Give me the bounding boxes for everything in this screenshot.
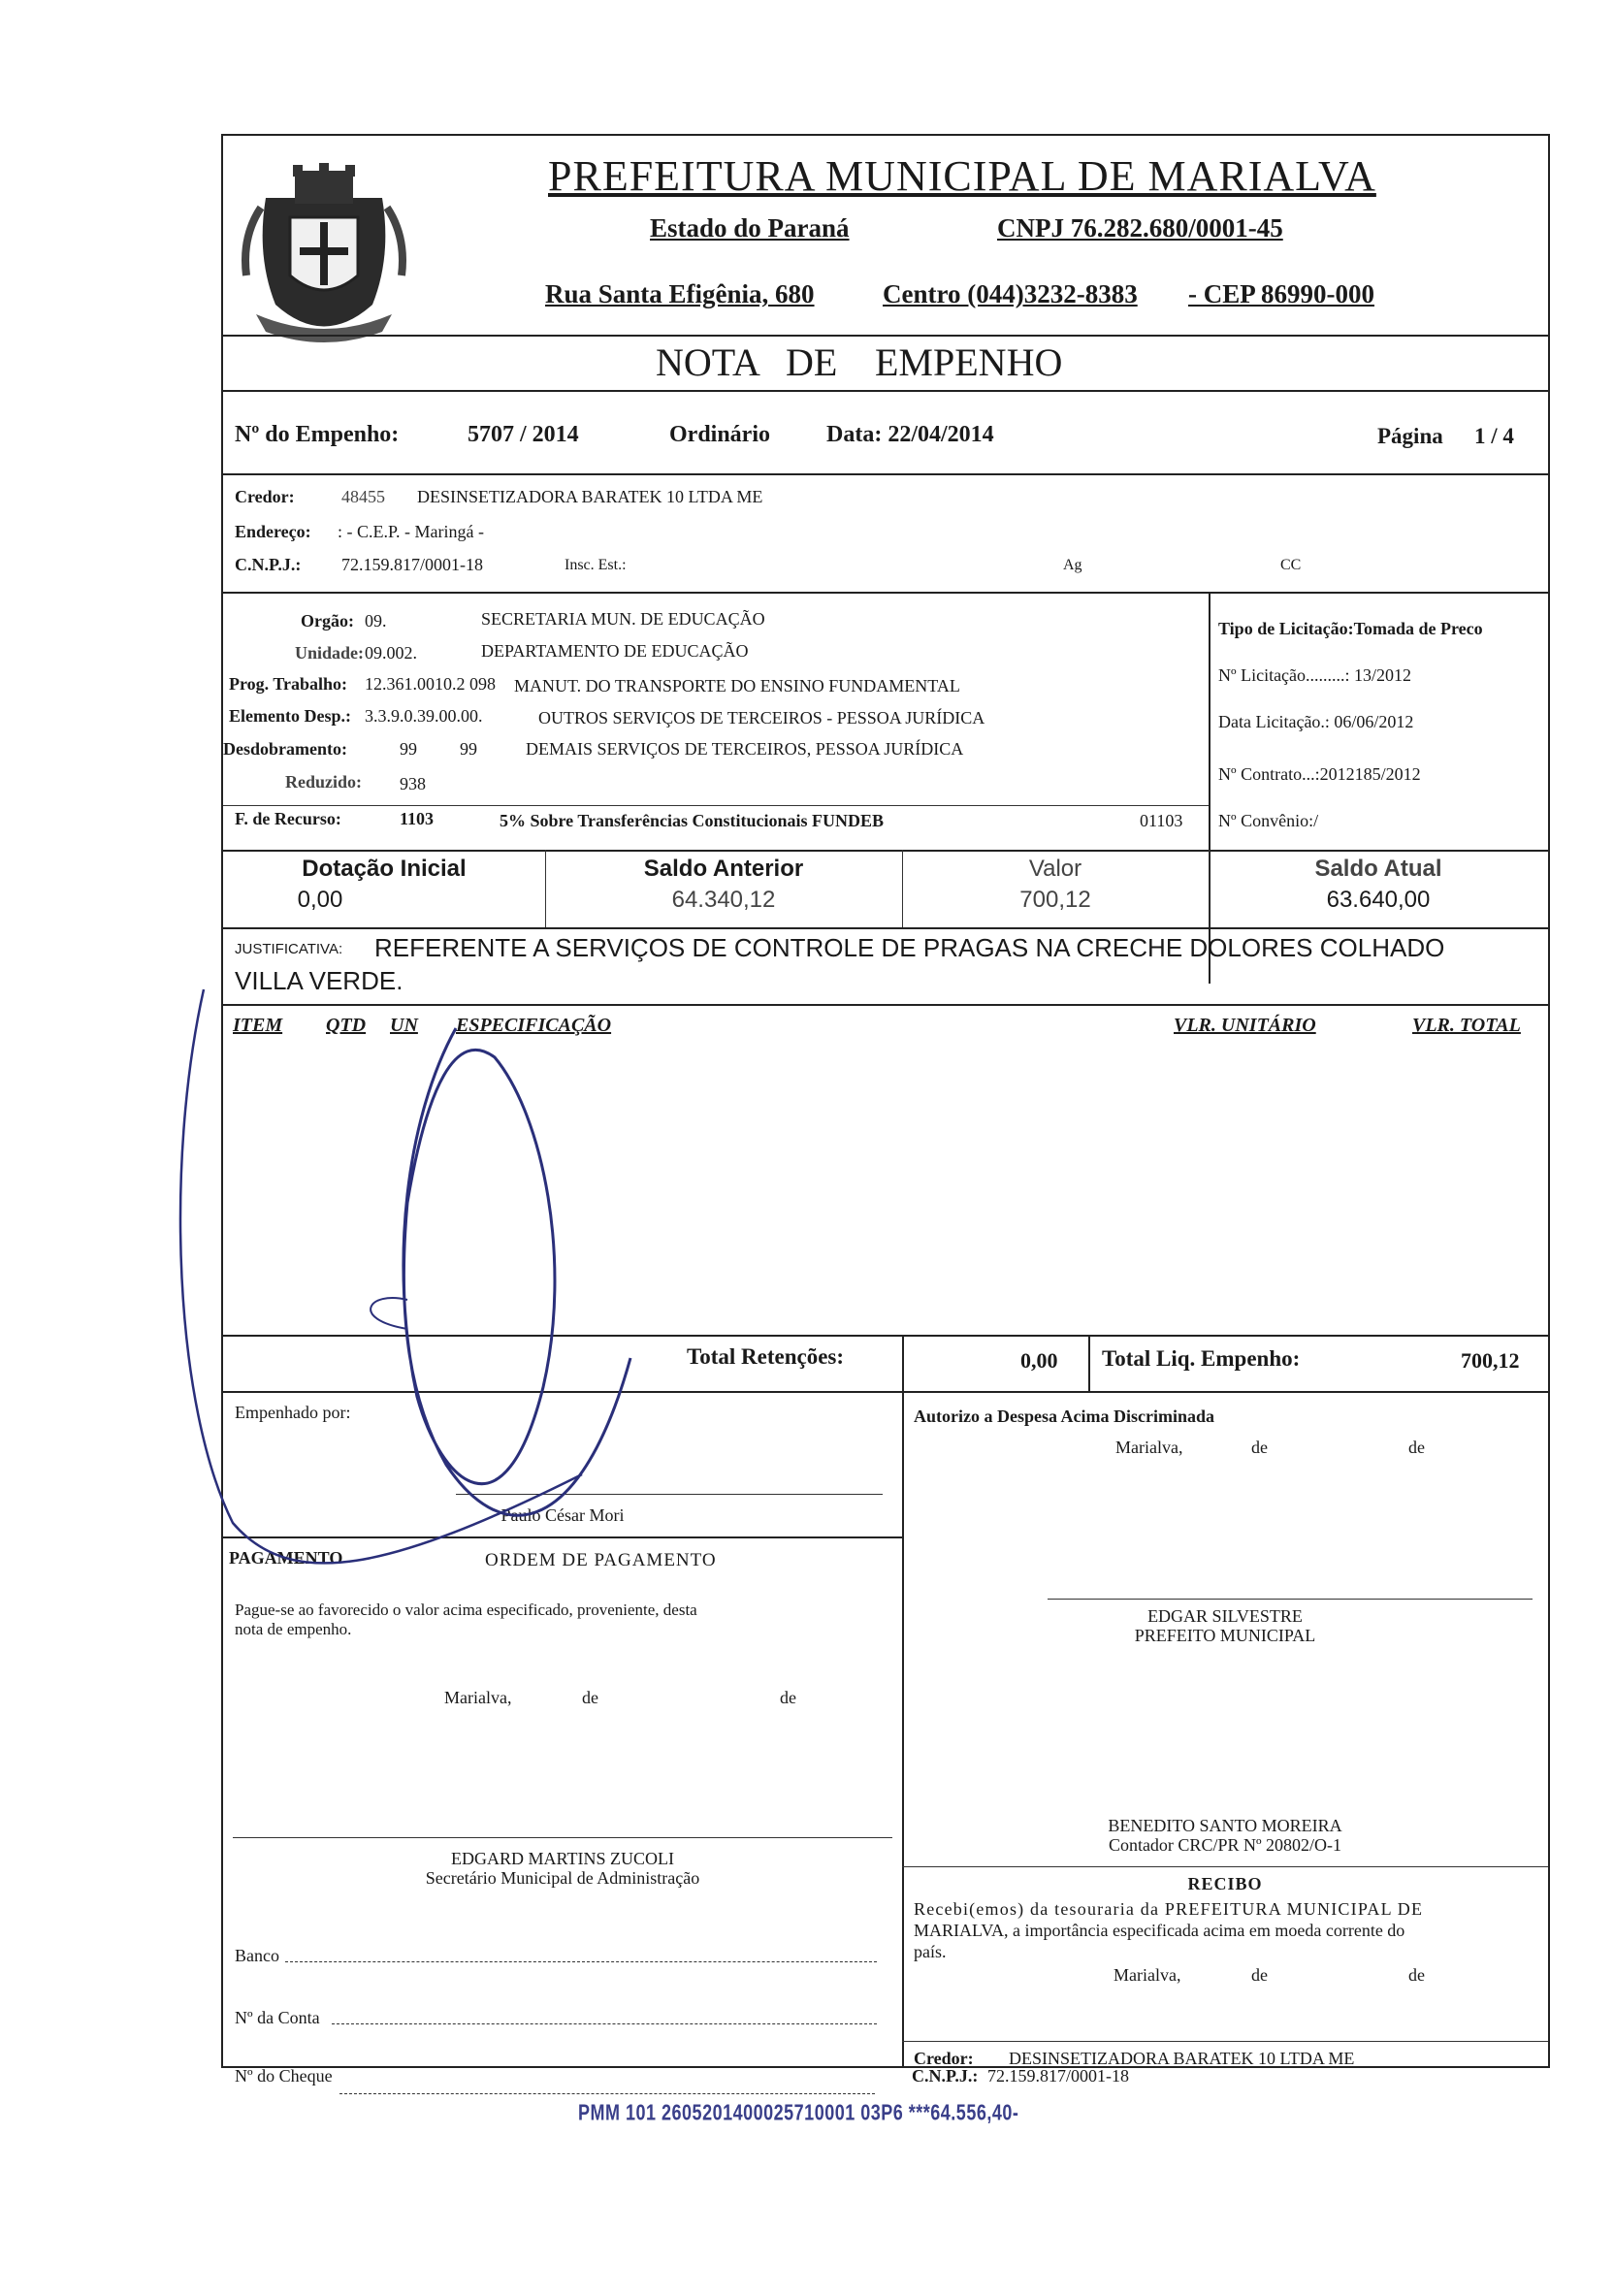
fonte-recurso-name: 5% Sobre Transferências Constitucionais FUNDEB bbox=[500, 811, 885, 830]
col-especificacao: ESPECIFICAÇÃO bbox=[456, 1015, 612, 1036]
pagamento-text-2: nota de empenho. bbox=[235, 1620, 352, 1638]
contador-name: BENEDITO SANTO MOREIRA bbox=[1108, 1816, 1342, 1835]
cnpj-label: C.N.P.J.: bbox=[235, 555, 302, 574]
recibo-place: Marialva, bbox=[1114, 1965, 1181, 1985]
pagamento-place: Marialva, bbox=[444, 1688, 512, 1707]
recibo-label: RECIBO bbox=[1187, 1874, 1263, 1893]
numero-convenio: Nº Convênio:/ bbox=[1218, 811, 1319, 830]
numero-contrato: Nº Contrato...:2012185/2012 bbox=[1218, 764, 1421, 784]
prefeito-name: EDGAR SILVESTRE bbox=[1147, 1606, 1303, 1626]
col-item: ITEM bbox=[233, 1015, 283, 1036]
unidade-code: 09.002. bbox=[365, 643, 417, 663]
elemento-label: Elemento Desp.: bbox=[229, 706, 351, 726]
credor-footer-label: Credor: bbox=[914, 2049, 974, 2068]
col-qtd: QTD bbox=[326, 1015, 367, 1036]
cnpj-value: 72.159.817/0001-18 bbox=[341, 555, 483, 574]
orgao-code: 09. bbox=[365, 611, 387, 631]
insc-est-label: Insc. Est.: bbox=[565, 557, 627, 573]
credor-label: Credor: bbox=[235, 487, 295, 506]
municipality-title: PREFEITURA MUNICIPAL DE MARIALVA bbox=[548, 152, 1376, 200]
endereco-value: : - C.E.P. - Maringá - bbox=[338, 522, 484, 541]
authentication-stamp: PMM 101 2605201400025710001 03P6 ***64.556,40- bbox=[578, 2099, 1019, 2125]
dotacao-inicial-label: Dotação Inicial bbox=[302, 856, 467, 882]
prog-trabalho-label: Prog. Trabalho: bbox=[229, 674, 348, 694]
doc-title-nota: NOTA bbox=[656, 340, 760, 384]
autorizo-label: Autorizo a Despesa Acima Discriminada bbox=[914, 1407, 1214, 1426]
pagamento-de-2: de bbox=[780, 1688, 796, 1707]
autorizo-de-1: de bbox=[1251, 1438, 1268, 1457]
col-un: UN bbox=[390, 1015, 418, 1036]
endereco-label: Endereço: bbox=[235, 522, 311, 541]
agencia-label: Ag bbox=[1063, 557, 1082, 573]
justificativa-label: JUSTIFICATIVA: bbox=[235, 941, 343, 957]
empenho-number: 5707 / 2014 bbox=[468, 422, 579, 447]
cheque-label: Nº do Cheque bbox=[235, 2066, 333, 2086]
data-licitacao: Data Licitação.: 06/06/2012 bbox=[1218, 712, 1414, 731]
pagamento-text-1: Pague-se ao favorecido o valor acima especificado, proveniente, desta bbox=[235, 1601, 697, 1619]
empenho-type: Ordinário bbox=[669, 422, 771, 447]
total-retencoes-value: 0,00 bbox=[1020, 1348, 1058, 1373]
credor-footer-cnpj-value: 72.159.817/0001-18 bbox=[987, 2066, 1129, 2086]
cnpj-header: CNPJ 76.282.680/0001-45 bbox=[997, 213, 1283, 243]
doc-title-de: DE bbox=[786, 340, 838, 384]
credor-name: DESINSETIZADORA BARATEK 10 LTDA ME bbox=[417, 487, 763, 506]
empenhado-signer: Paulo César Mori bbox=[500, 1505, 625, 1525]
saldo-atual-value: 63.640,00 bbox=[1326, 887, 1431, 913]
col-valor-total: VLR. TOTAL bbox=[1412, 1015, 1521, 1036]
cep: - CEP 86990-000 bbox=[1188, 279, 1374, 308]
secretario-title: Secretário Municipal de Administração bbox=[425, 1868, 700, 1888]
empenhado-por-label: Empenhado por: bbox=[235, 1403, 351, 1422]
total-liquido-value: 700,12 bbox=[1461, 1348, 1520, 1373]
desdobramento-code-1: 99 bbox=[400, 739, 417, 759]
credor-footer-name: DESINSETIZADORA BARATEK 10 LTDA ME bbox=[1009, 2049, 1355, 2068]
prog-trabalho-name: MANUT. DO TRANSPORTE DO ENSINO FUNDAMENTAL bbox=[514, 676, 960, 695]
recibo-text-1: Recebi(emos) da tesouraria da PREFEITURA MUNICIPAL DE bbox=[914, 1899, 1424, 1919]
orgao-name: SECRETARIA MUN. DE EDUCAÇÃO bbox=[481, 609, 765, 629]
state-name: Estado do Paraná bbox=[650, 213, 850, 243]
pagamento-de-1: de bbox=[582, 1688, 598, 1707]
autorizo-place: Marialva, bbox=[1115, 1438, 1183, 1457]
valor-label: Valor bbox=[1028, 856, 1082, 882]
total-retencoes-label: Total Retenções: bbox=[687, 1344, 845, 1369]
col-valor-unitario: VLR. UNITÁRIO bbox=[1174, 1015, 1316, 1036]
unidade-label: Unidade: bbox=[295, 643, 365, 663]
prog-trabalho-code: 12.361.0010.2 098 bbox=[365, 674, 496, 694]
saldo-anterior-label: Saldo Anterior bbox=[643, 856, 804, 882]
valor-value: 700,12 bbox=[1019, 887, 1091, 913]
ordem-pagamento: ORDEM DE PAGAMENTO bbox=[485, 1550, 717, 1570]
banco-label: Banco bbox=[235, 1946, 279, 1965]
street-address: Rua Santa Efigênia, 680 bbox=[545, 279, 815, 308]
elemento-code: 3.3.9.0.39.00.00. bbox=[365, 706, 483, 726]
conta-label: Nº da Conta bbox=[235, 2008, 320, 2027]
saldo-atual-label: Saldo Atual bbox=[1314, 856, 1442, 882]
orgao-label: Orgão: bbox=[301, 611, 354, 631]
recibo-text-2: MARIALVA, a importância especificada acima em moeda corrente do bbox=[914, 1921, 1405, 1940]
fonte-recurso-ref: 01103 bbox=[1140, 811, 1183, 830]
empenho-date: Data: 22/04/2014 bbox=[826, 422, 994, 447]
elemento-name: OUTROS SERVIÇOS DE TERCEIROS - PESSOA JURÍDICA bbox=[538, 708, 985, 728]
justificativa-line-1: REFERENTE A SERVIÇOS DE CONTROLE DE PRAGAS NA CRECHE DOLORES COLHADO bbox=[374, 933, 1445, 962]
district-phone: Centro (044)3232-8383 bbox=[883, 279, 1138, 308]
doc-title-empenho: EMPENHO bbox=[875, 340, 1063, 384]
secretario-name: EDGARD MARTINS ZUCOLI bbox=[451, 1849, 674, 1868]
desdobramento-code-2: 99 bbox=[460, 739, 477, 759]
numero-licitacao: Nº Licitação.........: 13/2012 bbox=[1218, 665, 1412, 685]
justificativa-line-2: VILLA VERDE. bbox=[235, 966, 404, 995]
dotacao-inicial-value: 0,00 bbox=[297, 887, 343, 913]
recibo-de-2: de bbox=[1408, 1965, 1425, 1985]
credor-code: 48455 bbox=[341, 487, 385, 506]
total-liquido-label: Total Liq. Empenho: bbox=[1102, 1346, 1301, 1371]
recibo-de-1: de bbox=[1251, 1965, 1268, 1985]
desdobramento-name: DEMAIS SERVIÇOS DE TERCEIROS, PESSOA JURÍDICA bbox=[526, 739, 964, 759]
recibo-text-3: país. bbox=[914, 1942, 947, 1961]
autorizo-de-2: de bbox=[1408, 1438, 1425, 1457]
credor-footer-cnpj-label: C.N.P.J.: bbox=[912, 2066, 979, 2086]
page-number: 1 / 4 bbox=[1474, 424, 1514, 448]
contador-title: Contador CRC/PR Nº 20802/O-1 bbox=[1108, 1835, 1342, 1855]
page-label: Página bbox=[1377, 424, 1443, 448]
pagamento-label: PAGAMENTO bbox=[229, 1548, 343, 1568]
fonte-recurso-label: F. de Recurso: bbox=[235, 809, 341, 828]
fonte-recurso-code: 1103 bbox=[400, 809, 435, 828]
unidade-name: DEPARTAMENTO DE EDUCAÇÃO bbox=[481, 641, 749, 661]
tipo-licitacao: Tipo de Licitação:Tomada de Preco bbox=[1218, 619, 1483, 638]
reduzido-value: 938 bbox=[400, 774, 426, 793]
prefeito-title: PREFEITO MUNICIPAL bbox=[1134, 1626, 1316, 1645]
conta-corrente-label: CC bbox=[1280, 557, 1302, 573]
saldo-anterior-value: 64.340,12 bbox=[671, 887, 776, 913]
reduzido-label: Reduzido: bbox=[285, 772, 363, 792]
empenho-label: Nº do Empenho: bbox=[235, 422, 400, 447]
desdobramento-label: Desdobramento: bbox=[223, 739, 347, 759]
